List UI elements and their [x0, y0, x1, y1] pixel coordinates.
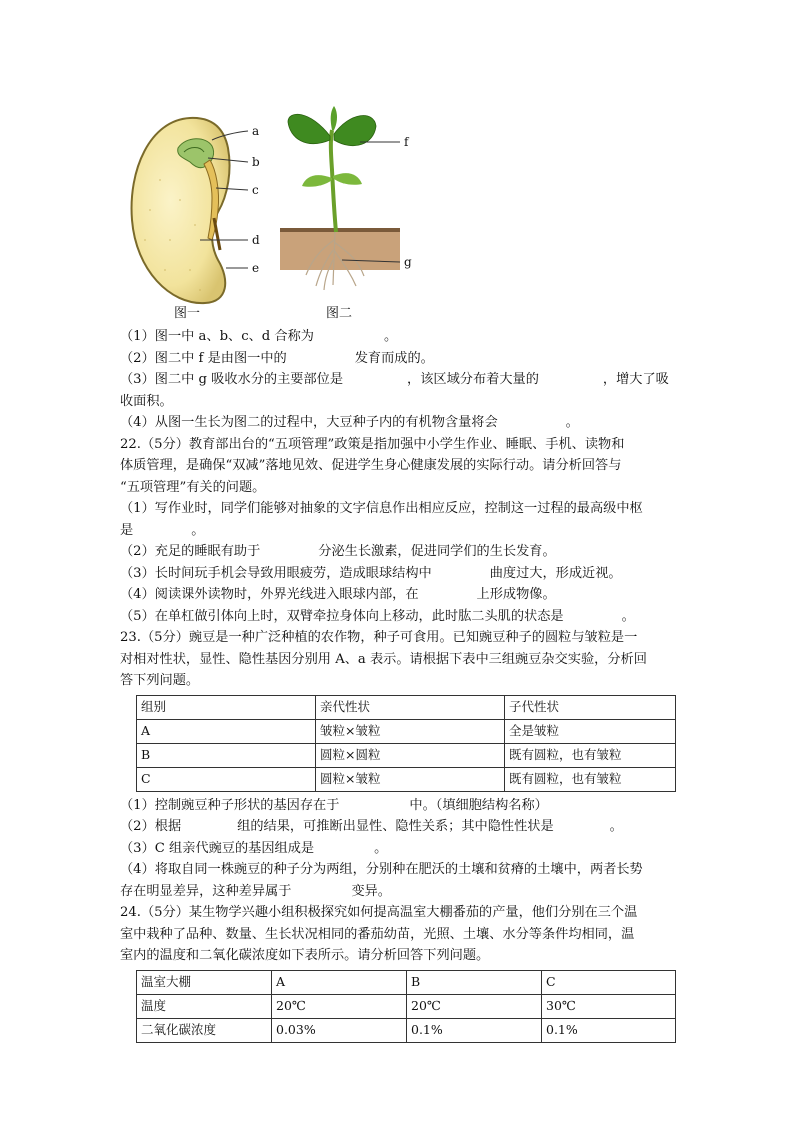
- q22-head-1: 22.（5分）教育部出台的“五项管理”政策是指加强中小学生作业、睡眠、手机、读物和: [120, 436, 625, 452]
- fig2-label-g: g: [404, 255, 412, 269]
- table-cell: 0.1%: [542, 1018, 676, 1042]
- table-cell: 圆粒×皱粒: [316, 767, 505, 791]
- q23-item3: （3）C 组亲代豌豆的基因组成是 。: [120, 840, 388, 856]
- q21-item4: （4）从图一生长为图二的过程中，大豆种子内的有机物含量将会 。: [120, 415, 579, 430]
- table-cell: A: [137, 719, 316, 743]
- q23-head-2: 对相对性状，显性、隐性基因分别用 A、a 表示。请根据下表中三组豌豆杂交实验，分析回: [120, 651, 647, 667]
- table-header: 亲代性状: [316, 695, 505, 719]
- table-cell: 0.1%: [407, 1018, 542, 1042]
- q24-head-3: 室内的温度和二氧化碳浓度如下表所示。请分析回答下列问题。: [120, 948, 490, 963]
- fig2-caption: 图二: [326, 306, 353, 321]
- figures-area: [120, 100, 440, 325]
- fig1-label-b: b: [252, 155, 260, 169]
- fig1-label-e: e: [252, 261, 260, 275]
- table-cell: 20℃: [272, 994, 407, 1018]
- leaf-right: [334, 116, 376, 146]
- table-row: [137, 994, 676, 1018]
- q24-head-1: 24.（5分）某生物学兴趣小组积极探究如何提高温室大棚番茄的产量，他们分别在三个温: [120, 905, 638, 920]
- table-row: [137, 767, 676, 791]
- q21-item1: （1）图一中 a、b、c、d 合称为 。: [120, 329, 398, 344]
- q23-table: [136, 695, 676, 792]
- table-row: [137, 719, 676, 743]
- q22-item2: （2）充足的睡眠有助于 分泌生长激素，促进同学们的生长发育。: [120, 544, 556, 559]
- table-cell: 既有圆粒，也有皱粒: [505, 743, 676, 767]
- table-cell: 既有圆粒，也有皱粒: [505, 767, 676, 791]
- table-header: 组别: [137, 695, 316, 719]
- table-cell: 30℃: [542, 994, 676, 1018]
- q21-item3-cont: 收面积。: [120, 393, 173, 409]
- table-row: [137, 1018, 676, 1042]
- table-cell: 0.03%: [272, 1018, 407, 1042]
- table-header-row: [137, 970, 676, 994]
- q23-head-1: 23.（5分）豌豆是一种广泛种植的农作物，种子可食用。已知豌豆种子的圆粒与皱粒是一: [120, 630, 638, 645]
- q23-item4: （4）将取自同一株豌豆的种子分为两组，分别种在肥沃的土壤和贫瘠的土壤中，两者长势: [120, 862, 643, 877]
- table-cell: 20℃: [407, 994, 542, 1018]
- table-header: 子代性状: [505, 695, 676, 719]
- q24-table: [136, 970, 676, 1043]
- table-header: C: [542, 970, 676, 994]
- fig1-label-c: c: [252, 183, 259, 197]
- q22-item1-cont: 是 。: [120, 522, 205, 538]
- q22-item3: （3）长时间玩手机会导致用眼疲劳，造成眼球结构中 曲度过大，形成近视。: [120, 565, 622, 581]
- fig1-label-d: d: [252, 233, 260, 247]
- fig1-label-a: a: [252, 124, 260, 138]
- table-cell: 圆粒×圆粒: [316, 743, 505, 767]
- q22-head-3: “五项管理”有关的问题。: [120, 479, 266, 495]
- table-cell: 皱粒×皱粒: [316, 719, 505, 743]
- q22-item1: （1）写作业时，同学们能够对抽象的文字信息作出相应反应，控制这一过程的最高级中枢: [120, 501, 643, 516]
- q23-item4-cont: 存在明显差异，这种差异属于 变异。: [120, 883, 391, 899]
- table-cell: 温度: [137, 994, 272, 1018]
- table-header: A: [272, 970, 407, 994]
- table-cell: 全是皱粒: [505, 719, 676, 743]
- bean-seed-diagram: [120, 100, 440, 325]
- q22-item5: （5）在单杠做引体向上时，双臂牵拉身体向上移动，此时肱二头肌的状态是 。: [120, 608, 635, 624]
- q22-item4: （4）阅读课外读物时，外界光线进入眼球内部，在 上形成物像。: [120, 587, 556, 602]
- leaf-left: [288, 114, 330, 143]
- q21-item3: （3）图二中 g 吸收水分的主要部位是 ，该区域分布着大量的 ，增大了吸: [120, 372, 669, 387]
- table-header: 温室大棚: [137, 970, 272, 994]
- table-header-row: [137, 695, 676, 719]
- table-cell: B: [137, 743, 316, 767]
- soil: [280, 230, 400, 270]
- q23-item1: （1）控制豌豆种子形状的基因存在于 中。（填细胞结构名称）: [120, 797, 548, 813]
- table-row: [137, 743, 676, 767]
- q22-head-2: 体质管理，是确保“双减”落地见效、促进学生身心健康发展的实际行动。请分析回答与: [120, 458, 622, 473]
- q21-item2: （2）图二中 f 是由图一中的 发育而成的。: [120, 350, 434, 366]
- q23-item2: （2）根据 组的结果，可推断出显性、隐性关系；其中隐性性状是 。: [120, 819, 623, 834]
- q24-head-2: 室中栽种了品种、数量、生长状况相同的番茄幼苗，光照、土壤、水分等条件均相同，温: [120, 926, 635, 942]
- q23-head-3: 答下列问题。: [120, 673, 200, 688]
- table-cell: 二氧化碳浓度: [137, 1018, 272, 1042]
- stem: [331, 130, 336, 232]
- question-content: [120, 326, 680, 1046]
- fig2-label-f: f: [404, 135, 409, 149]
- table-header: B: [407, 970, 542, 994]
- table-cell: C: [137, 767, 316, 791]
- fig1-caption: 图一: [174, 306, 201, 321]
